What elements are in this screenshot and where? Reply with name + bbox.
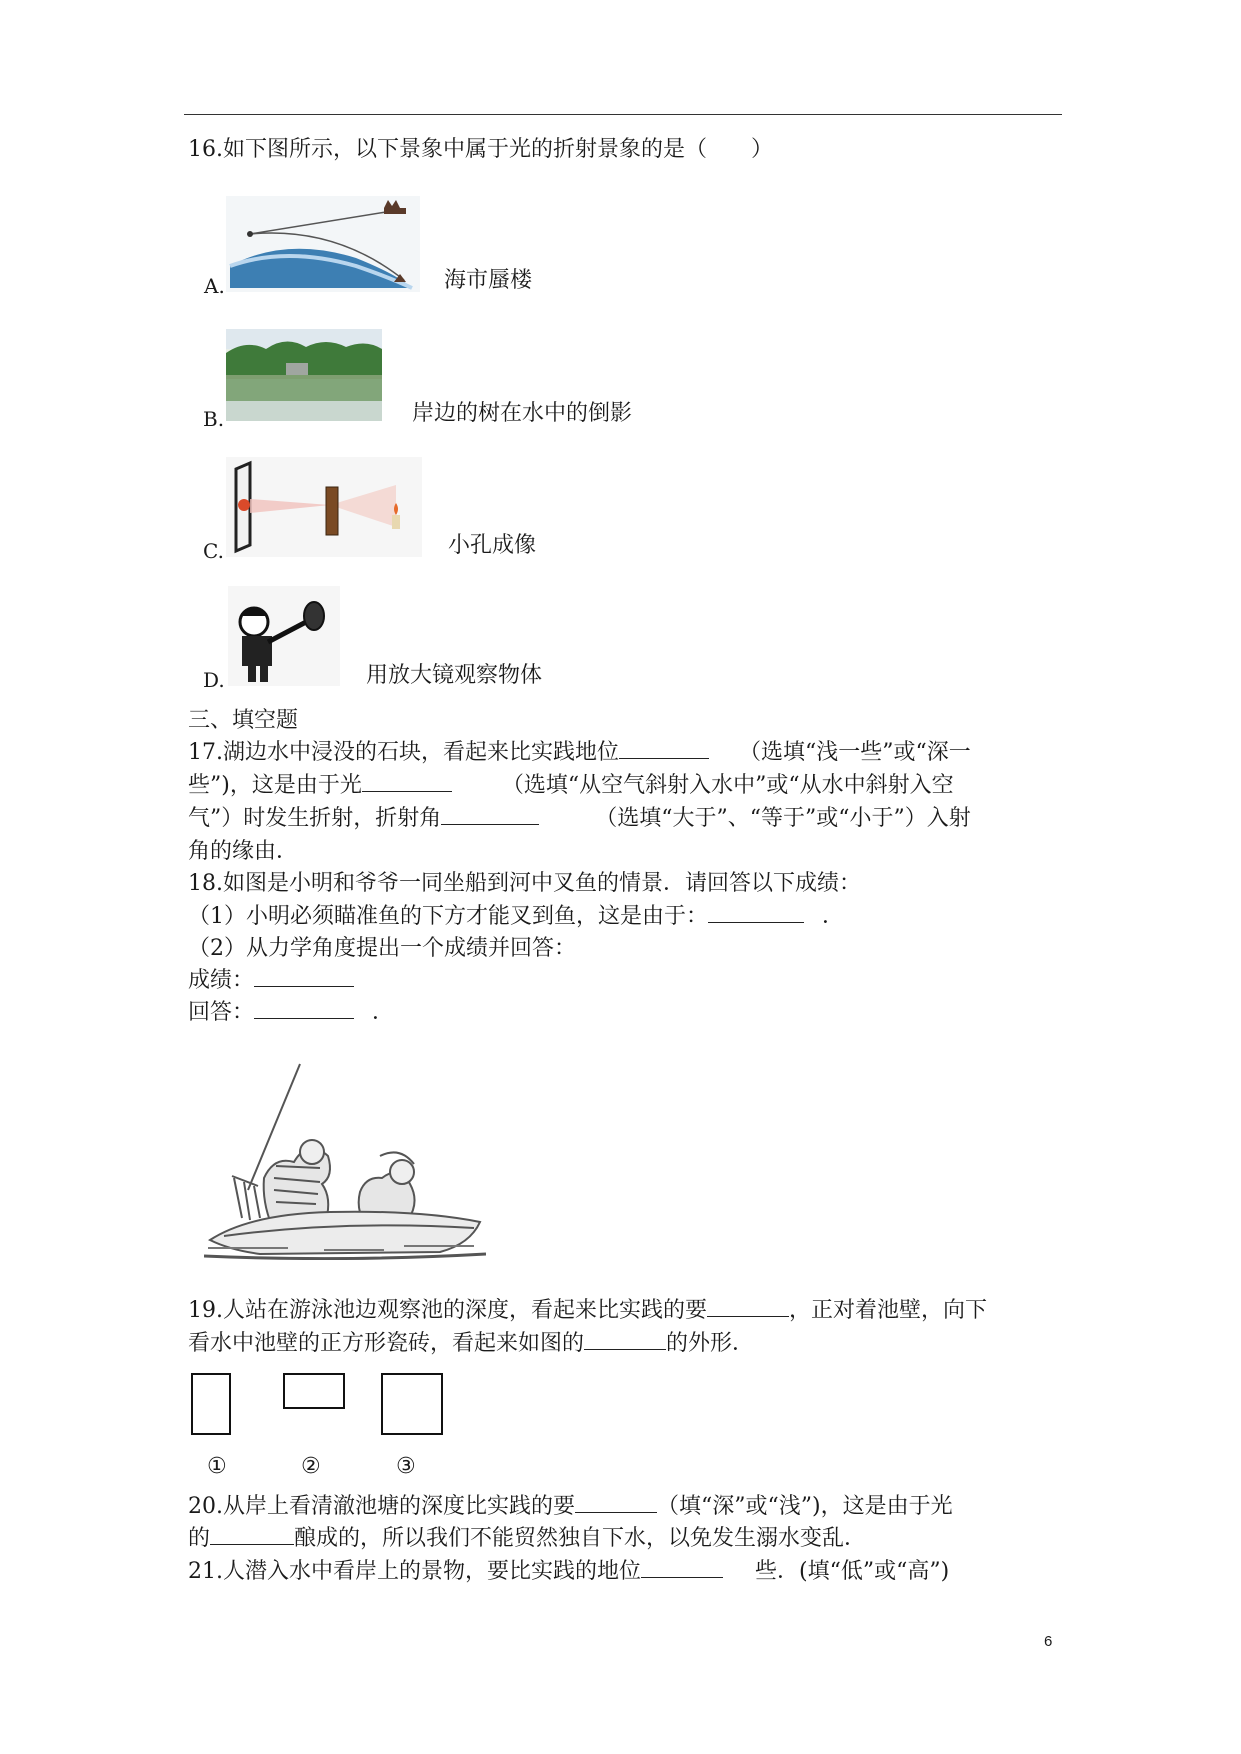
q17-line2 <box>188 771 954 801</box>
q20-text: 酿成的，所以我们不能贸然独自下水，以免发生溺水变乱． <box>294 1526 867 1551</box>
q17-line4: 角的缘由． <box>188 839 299 864</box>
q16-stem: 16.如下图所示，以下景象中属于光的折射景象的是（ ） <box>188 137 773 162</box>
magnifier-image <box>228 586 340 686</box>
tile-shape-1 <box>192 1374 230 1434</box>
q18-part2: （2）从力学角度提出一个成绩并回答： <box>188 936 576 961</box>
q19-text: 看水中池壁的正方形瓷砖，看起来如图的 <box>188 1331 585 1356</box>
q18-text: ． <box>822 904 845 929</box>
answer-blank[interactable] <box>254 966 354 987</box>
answer-blank[interactable] <box>575 1492 657 1513</box>
section-heading: 三、填空题 <box>188 708 299 733</box>
mirage-image <box>226 196 420 292</box>
header-rule <box>184 114 1062 115</box>
q21-line1 <box>188 1557 949 1587</box>
pinhole-image <box>226 457 422 557</box>
tile-shapes-figure <box>190 1372 450 1442</box>
q18-text: 成绩： <box>188 968 255 993</box>
q19-line1 <box>188 1296 987 1326</box>
answer-blank[interactable] <box>641 1557 723 1578</box>
fishing-boat-image <box>204 1060 486 1260</box>
answer-blank[interactable] <box>584 1329 666 1350</box>
q18-part1 <box>188 902 844 932</box>
q21-text: 些．(填“低”或“高”) <box>755 1559 950 1584</box>
tile-label-2: ② <box>301 1454 321 1479</box>
q20-text: （填“深”或“浅”)，这是由于光 <box>657 1494 953 1519</box>
q17-line3 <box>188 804 971 834</box>
answer-blank[interactable] <box>362 771 452 792</box>
q19-text: 19.人站在游泳池边观察池的深度，看起来比实践的要 <box>188 1298 707 1323</box>
option-c-letter: C. <box>203 539 224 563</box>
q21-text: 21.人潜入水中看岸上的景物，要比实践的地位 <box>188 1559 641 1584</box>
q17-text: （选填“浅一些”或“深一 <box>739 740 971 765</box>
q17-text: （选填“大于”、“等于”或“小于”）入射 <box>595 806 971 831</box>
q18-text: ． <box>372 1000 395 1025</box>
option-a-letter: A. <box>204 274 225 298</box>
tile-shape-2 <box>284 1374 344 1408</box>
option-c-text: 小孔成像 <box>448 533 537 558</box>
q18-question-line <box>188 966 354 996</box>
tile-label-1: ① <box>207 1454 227 1479</box>
answer-blank[interactable] <box>707 1296 789 1317</box>
q20-line2 <box>188 1524 866 1554</box>
answer-blank[interactable] <box>441 804 539 825</box>
answer-blank[interactable] <box>708 902 804 923</box>
q20-text: 20.从岸上看清澈池塘的深度比实践的要 <box>188 1494 575 1519</box>
q17-text: （选填“从空气斜射入水中”或“从水中斜射入空 <box>501 773 954 798</box>
option-d-letter: D. <box>203 668 225 692</box>
q19-line2 <box>188 1329 754 1359</box>
q17-text: 17.湖边水中浸没的石块，看起来比实践地位 <box>188 740 619 765</box>
q17-text: 气”）时发生折射，折射角 <box>188 806 442 831</box>
q20-text: 的 <box>188 1526 211 1551</box>
q18-text: 回答： <box>188 1000 255 1025</box>
q19-text: 的外形． <box>666 1331 755 1356</box>
option-a-text: 海市蜃楼 <box>444 268 533 293</box>
option-b-letter: B. <box>203 407 225 431</box>
option-b-text: 岸边的树在水中的倒影 <box>412 401 633 426</box>
q18-text: （1）小明必须瞄准鱼的下方才能叉到鱼，这是由于： <box>188 904 708 929</box>
q19-text: ，正对着池壁，向下 <box>789 1298 988 1323</box>
q18-stem: 18.如图是小明和爷爷一同坐船到河中叉鱼的情景．请回答以下成绩： <box>188 871 861 896</box>
q20-line1 <box>188 1492 953 1522</box>
q18-answer-line <box>188 998 394 1028</box>
tile-shape-3 <box>382 1374 442 1434</box>
answer-blank[interactable] <box>254 998 354 1019</box>
tree-reflection-image <box>226 329 382 421</box>
tile-label-3: ③ <box>396 1454 416 1479</box>
answer-blank[interactable] <box>210 1524 294 1545</box>
q17-line1 <box>188 738 971 768</box>
page-number: 6 <box>1044 1633 1053 1650</box>
q17-text: 些”)，这是由于光 <box>188 773 362 798</box>
option-d-text: 用放大镜观察物体 <box>366 663 543 688</box>
answer-blank[interactable] <box>619 738 709 759</box>
